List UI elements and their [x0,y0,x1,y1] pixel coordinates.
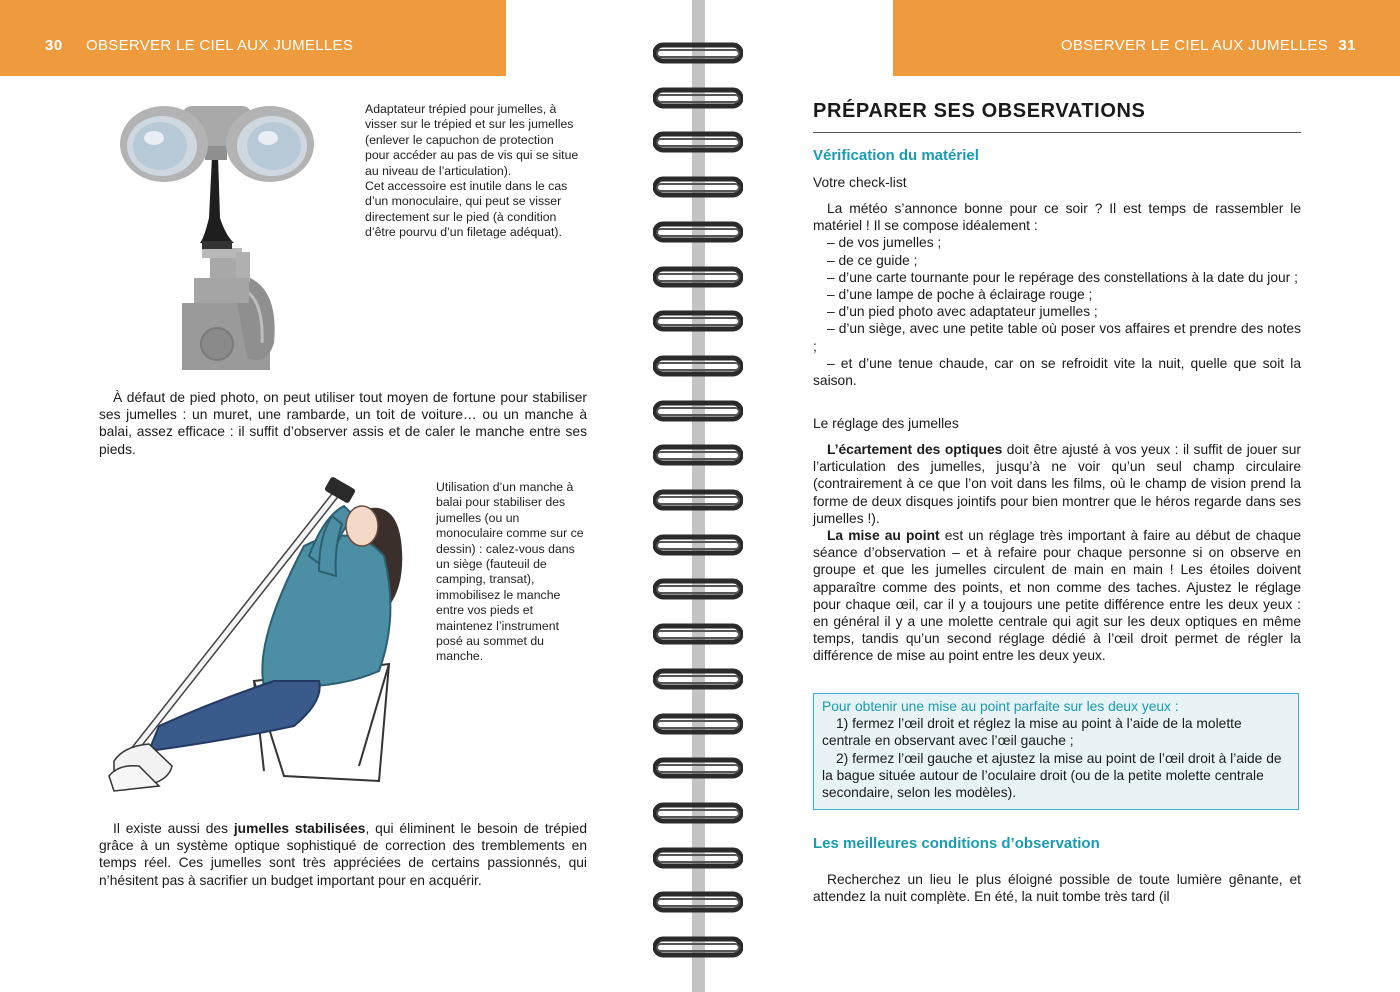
paragraph-text: À défaut de pied photo, on peut utiliser tout moyen de fortune pour stabiliser ses jumelles : un muret, une rambarde, un toit de voiture… ou un manche à balai, assez efficace : il suffit d’observer assis et de caler le manche entre ses pieds. [99,390,587,457]
focus-text: est un réglage très important à faire au début de chaque séance d’observation – et à refaire pour chaque personne si on observe en groupe et que les jumelles circulent de main en main ! Les étoiles doivent apparaître comme des points, et non comme des taches. Ajustez le réglage pour chaque œil, car il y a toujours une petite différence entre les deux yeux : en général il y a une molette centrale qui agit sur les deux optiques en même temps, tandis qu’un second réglage dédié à l’œil droit permet de régler la différence de mise au point entre les deux yeux. [813,528,1302,664]
spiral-ring [653,936,743,958]
spiral-ring [653,444,743,466]
stabilized-text-start: Il existe aussi des [113,821,234,836]
spacing-term: L’écartement des optiques [827,442,1003,457]
spiral-ring [653,668,743,690]
spiral-ring [653,713,743,735]
spiral-ring [653,578,743,600]
stabilized-paragraph [99,820,587,889]
left-running-title: OBSERVER LE CIEL AUX JUMELLES [86,37,354,54]
spiral-ring [653,534,743,556]
checklist-item: – de vos jumelles ; [827,235,942,251]
spiral-ring [653,400,743,422]
stabilized-text-end: , qui éliminent le besoin de trépied grâce à un système optique sophistiqué de correction des tremblements en temps réel. Ces jumelles sont très appréciées de certains passionnés, qui n’hésitent pas à sacrifier un budget important pour en acquérir. [99,821,587,888]
stabilized-binoculars-term: jumelles stabilisées [233,821,366,836]
right-page-number: 31 [1338,37,1356,54]
spiral-ring [653,87,743,109]
spiral-ring [653,623,743,645]
equipment-check-heading: Vérification du matériel [813,147,979,164]
conditions-block [813,871,1301,905]
spiral-ring [653,176,743,198]
spiral-ring [653,131,743,153]
checklist-block [813,200,1301,389]
tripod-adapter-caption [365,102,580,241]
tip-step-1: 1) fermez l’œil droit et réglez la mise au point à l’aide de la molette centrale en observant avec l’œil gauche ; [822,716,1242,749]
left-page-number: 30 [45,37,63,54]
broom-handle-illustration [104,476,409,798]
tip-title: Pour obtenir une mise au point parfaite sur les deux yeux : [822,699,1179,714]
checklist-item: – et d’une tenue chaude, car on se refroidit vite la nuit, quelle que soit la saison. [813,355,1301,389]
spiral-ring [653,757,743,779]
focus-tip-box [813,693,1299,810]
right-page-header [893,0,1400,76]
checklist-item: – d’un pied photo avec adaptateur jumelles ; [827,304,1098,320]
binocular-settings-heading: Le réglage des jumelles [813,416,959,431]
spiral-ring [653,266,743,288]
focus-term: La mise au point [827,528,940,544]
checklist-intro: La météo s’annonce bonne pour ce soir ? Il est temps de rassembler le matériel ! Il se compose idéalement : [813,201,1301,234]
binoculars-tripod-illustration [112,98,322,370]
title-divider [813,132,1301,133]
spiral-ring [653,489,743,511]
tripod-caption-part-2: Cet accessoire est inutile dans le cas d’un monoculaire, qui peut se visser directement sur le pied (à condition d’être pourvu d’un filetage adéquat). [365,179,568,240]
checklist-item: – de ce guide ; [827,252,918,268]
left-page-header [0,0,506,76]
best-conditions-heading: Les meilleures conditions d’observation [813,835,1100,852]
spiral-ring [653,802,743,824]
spiral-ring [653,355,743,377]
conditions-paragraph: Recherchez un lieu le plus éloigné possible de toute lumière gênante, et attendez la nuit complète. En été, la nuit tombe très tard (il [813,872,1301,905]
spiral-ring [653,42,743,64]
checklist-item: – d’une carte tournante pour le repérage des constellations à la date du jour ; [827,269,1298,285]
checklist-heading: Votre check-list [813,175,907,190]
spacing-text: doit être ajusté à vos yeux : il suffit de jouer sur l’articulation des jumelles, jusqu’à ne voir qu’un seul champ circulaire (contrairement à ce que l’on voit dans les films, où le champ de vision prend la forme de deux disques jointifs pour bien montrer que le héros regarde dans ses jumelles !). [813,442,1302,526]
spiral-ring [653,221,743,243]
settings-block [813,441,1301,665]
spiral-ring [653,310,743,332]
section-title: PRÉPARER SES OBSERVATIONS [813,100,1146,122]
tip-step-2: 2) fermez l’œil gauche et ajustez la mise au point de l’œil droit à l’aide de la bague située autour de l’oculaire droit (ou de la petite molette centrale secondaire, selon les modèles). [822,750,1282,801]
right-running-title: OBSERVER LE CIEL AUX JUMELLES [1060,37,1328,54]
tripod-caption-part-1: Adaptateur trépied pour jumelles, à visser sur le trépied et sur les jumelles (enlever le capuchon de protection pour accéder au pas de vis qui se situe au niveau de l’articulation). [365,102,579,178]
focus-paragraph [813,527,1301,665]
spacing-paragraph [813,441,1301,527]
broom-handle-caption: Utilisation d’un manche à balai pour stabiliser des jumelles (ou un monoculaire comme sur ce dessin) : calez-vous dans un siège (fauteuil de camping, transat), immobilisez le manche entre vos pieds et maintenez l’instrument posé au sommet du manche. [436,480,584,664]
checklist-item: – d’un siège, avec une petite table où poser vos affaires et prendre des notes ; [813,321,1301,354]
spiral-ring [653,847,743,869]
checklist-item: – d’une lampe de poche à éclairage rouge ; [827,287,1093,303]
spiral-ring [653,891,743,913]
stabilized-binoculars-paragraph [99,820,587,889]
fortune-support-paragraph [99,389,587,458]
